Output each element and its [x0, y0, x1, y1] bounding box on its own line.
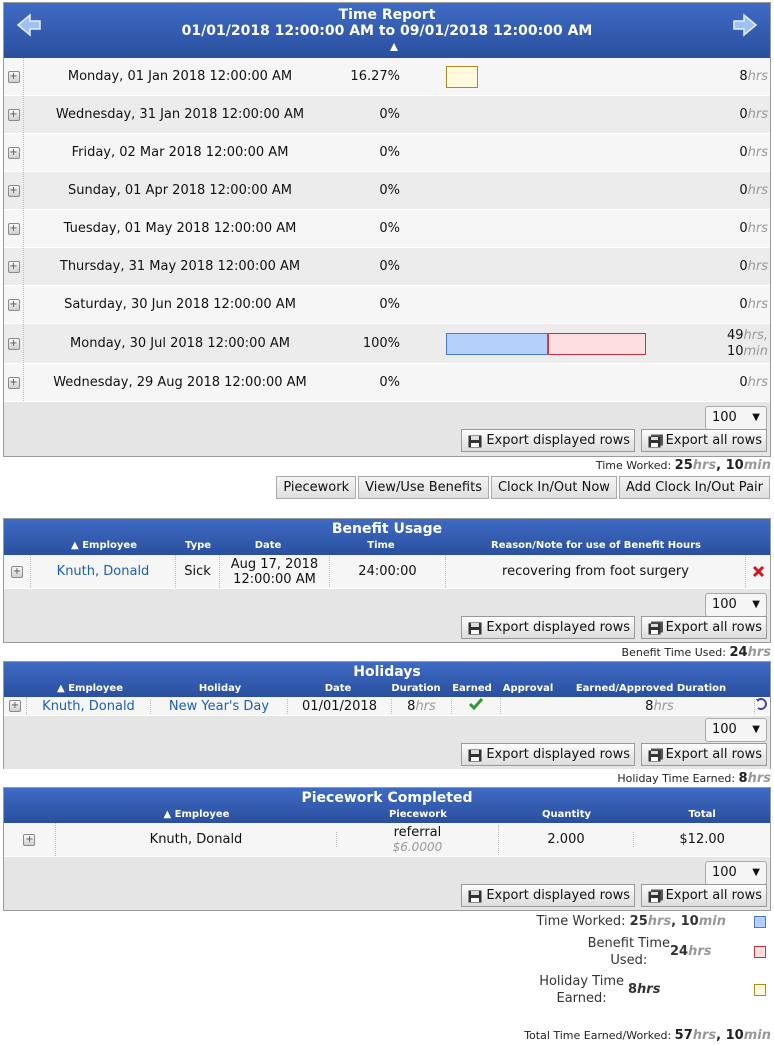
- piecework-footer: [4, 857, 770, 910]
- piecework-title: Piecework Completed: [301, 790, 473, 806]
- legend-time-worked: Time Worked: 25hrs, 10min: [536, 914, 726, 929]
- expand-row-icon[interactable]: +: [9, 184, 18, 196]
- dropdown-arrow-icon: ▼: [752, 412, 760, 423]
- period-hours: 0hrs: [739, 144, 768, 160]
- legend-benefit-value: 24hrs: [670, 944, 712, 959]
- export-all-rows-button[interactable]: Export all rows: [641, 429, 767, 452]
- time-report-title: Time Report: [338, 7, 436, 23]
- time-report-footer: [4, 402, 770, 455]
- expand-row-icon[interactable]: +: [9, 70, 18, 82]
- piecework-total: $12.00: [679, 832, 725, 847]
- expand-row-icon[interactable]: +: [9, 222, 18, 234]
- time-worked-summary: Time Worked: 25hrs, 10min: [595, 458, 771, 473]
- sort-ascending-icon: ▲: [57, 683, 69, 694]
- holidays-footer: [4, 716, 770, 769]
- time-report-header: [4, 3, 770, 58]
- period-date: Friday, 02 Mar 2018 12:00:00 AM: [71, 145, 289, 160]
- period-date: Saturday, 30 Jun 2018 12:00:00 AM: [64, 297, 296, 312]
- period-hours: 0hrs: [739, 374, 768, 390]
- table-row: [4, 248, 770, 286]
- period-hours: 8hrs: [739, 68, 768, 84]
- next-period-arrow-icon[interactable]: [732, 13, 758, 37]
- benefit-time-used-summary: Benefit Time Used: 24hrs: [621, 645, 771, 660]
- benefit-usage-column-headers: [4, 540, 770, 551]
- sort-ascending-icon[interactable]: [390, 43, 398, 51]
- save-multiple-icon: [648, 748, 662, 761]
- piecework-column-headers: [4, 809, 770, 820]
- period-bar-area: [400, 324, 660, 363]
- period-hours: 0hrs: [739, 182, 768, 198]
- column-employee[interactable]: ▲ Employee: [57, 683, 123, 694]
- benefit-time: 24:00:00: [330, 555, 446, 588]
- table-row: [4, 210, 770, 248]
- expand-row-icon[interactable]: +: [12, 565, 22, 577]
- table-row: [4, 58, 770, 96]
- approved-duration: 8hrs: [565, 699, 755, 714]
- column-reason[interactable]: Reason/Note for use of Benefit Hours: [491, 540, 701, 551]
- holiday-date: 01/01/2018: [288, 699, 392, 714]
- period-bar-area: [400, 172, 660, 209]
- holidays-title: Holidays: [353, 664, 421, 680]
- time-report-panel: [3, 2, 771, 457]
- tab-clock-in-out-now[interactable]: Clock In/Out Now: [491, 476, 617, 499]
- period-percent: 0%: [379, 183, 400, 198]
- table-row: [4, 697, 770, 716]
- page-size-select[interactable]: 100 ▼: [705, 593, 767, 617]
- employee-link[interactable]: Knuth, Donald: [27, 699, 151, 714]
- column-total[interactable]: Total: [688, 809, 716, 820]
- expand-row-icon[interactable]: +: [9, 260, 18, 272]
- column-duration[interactable]: Duration: [391, 683, 441, 694]
- export-displayed-rows-button[interactable]: Export displayed rows: [461, 884, 635, 907]
- period-percent: 16.27%: [350, 69, 400, 84]
- benefit-usage-title: Benefit Usage: [331, 521, 443, 537]
- period-bar-area: [400, 286, 660, 323]
- table-row: [4, 823, 770, 857]
- column-earned[interactable]: Earned: [452, 683, 492, 694]
- expand-row-icon[interactable]: +: [9, 108, 18, 120]
- benefit-usage-panel: [3, 518, 771, 643]
- column-employee[interactable]: ▲ Employee: [163, 809, 230, 820]
- benefit-date: Aug 17, 2018 12:00:00 AM: [220, 556, 330, 587]
- table-row: [4, 324, 770, 364]
- expand-row-icon[interactable]: +: [9, 298, 18, 310]
- table-row: [4, 134, 770, 172]
- period-date: Monday, 01 Jan 2018 12:00:00 AM: [67, 69, 293, 84]
- holiday-duration: 8hrs: [392, 699, 452, 714]
- page-size-select[interactable]: 100 ▼: [705, 406, 767, 430]
- benefit-usage-header: [4, 519, 770, 555]
- piecework-header: [4, 788, 770, 823]
- page-size-select[interactable]: 100 ▼: [705, 861, 767, 885]
- undo-icon[interactable]: [755, 698, 769, 714]
- export-displayed-rows-button[interactable]: Export displayed rows: [461, 743, 635, 766]
- save-multiple-icon: [648, 434, 662, 447]
- piecework-quantity: 2.000: [499, 832, 635, 847]
- column-holiday[interactable]: Holiday: [198, 683, 242, 694]
- time-report-rows: [4, 58, 770, 402]
- period-bar-area: [400, 134, 660, 171]
- table-row: [4, 172, 770, 210]
- sort-ascending-icon: ▲: [71, 540, 83, 551]
- benefit-type: Sick: [176, 555, 220, 588]
- period-percent: 0%: [379, 259, 400, 274]
- worked-time-bar: [446, 333, 548, 355]
- benefit-reason: recovering from foot surgery: [446, 555, 746, 588]
- expand-row-icon[interactable]: +: [25, 833, 34, 845]
- dropdown-arrow-icon: ▼: [752, 599, 760, 610]
- dropdown-arrow-icon: ▼: [752, 867, 760, 878]
- time-report-range: 01/01/2018 12:00:00 AM to 09/01/2018 12:00:00 AM: [181, 23, 593, 39]
- period-percent: 100%: [362, 336, 400, 351]
- table-row: [4, 555, 770, 589]
- employee-name: Knuth, Donald: [56, 832, 337, 847]
- period-date: Sunday, 01 Apr 2018 12:00:00 AM: [67, 183, 293, 198]
- column-quantity[interactable]: Quantity: [542, 809, 592, 820]
- save-multiple-icon: [648, 889, 662, 902]
- legend-holiday-value: 8hrs: [628, 982, 661, 997]
- total-time-summary: Total Time Earned/Worked: 57hrs, 10min: [524, 1028, 771, 1043]
- column-approval[interactable]: Approval: [502, 683, 554, 694]
- period-bar-area: [400, 248, 660, 285]
- period-bar-area: [400, 96, 660, 133]
- period-percent: 0%: [379, 221, 400, 236]
- period-percent: 0%: [379, 145, 400, 160]
- tab-piecework[interactable]: Piecework: [276, 476, 356, 499]
- dropdown-arrow-icon: ▼: [752, 724, 760, 735]
- export-all-rows-button[interactable]: Export all rows: [641, 884, 767, 907]
- column-time[interactable]: Time: [367, 540, 395, 551]
- period-percent: 0%: [379, 375, 400, 390]
- holiday-time-bar: [446, 66, 478, 88]
- period-date: Tuesday, 01 May 2018 12:00:00 AM: [63, 221, 297, 236]
- column-type[interactable]: Type: [184, 540, 212, 551]
- period-hours: 0hrs: [739, 220, 768, 236]
- table-row: [4, 286, 770, 324]
- column-employee[interactable]: ▲ Employee: [71, 540, 137, 551]
- save-multiple-icon: [648, 621, 662, 634]
- period-bar-area: [400, 58, 660, 95]
- period-hours: 0hrs: [739, 296, 768, 312]
- period-bar-area: [400, 210, 660, 247]
- period-date: Wednesday, 31 Jan 2018 12:00:00 AM: [55, 107, 305, 122]
- table-row: [4, 364, 770, 402]
- period-hours: 0hrs: [739, 258, 768, 274]
- period-percent: 0%: [379, 297, 400, 312]
- save-disk-icon: [468, 889, 482, 902]
- prev-period-arrow-icon[interactable]: [16, 13, 42, 37]
- legend-worked-swatch: [754, 916, 766, 928]
- save-disk-icon: [468, 434, 482, 447]
- piecework-panel: [3, 787, 771, 911]
- table-row: [4, 96, 770, 134]
- holidays-column-headers: [4, 683, 770, 694]
- expand-row-icon[interactable]: +: [9, 337, 18, 349]
- holiday-time-earned-summary: Holiday Time Earned: 8hrs: [617, 771, 771, 786]
- action-tabs: [274, 476, 770, 499]
- column-earned-approved-duration[interactable]: Earned/Approved Duration: [575, 683, 727, 694]
- period-date: Thursday, 31 May 2018 12:00:00 AM: [59, 259, 301, 274]
- period-date: Wednesday, 29 Aug 2018 12:00:00 AM: [53, 375, 307, 390]
- export-displayed-rows-button[interactable]: Export displayed rows: [461, 429, 635, 452]
- period-percent: 0%: [379, 107, 400, 122]
- save-disk-icon: [468, 748, 482, 761]
- expand-row-icon[interactable]: +: [10, 700, 20, 711]
- holidays-header: [4, 662, 770, 697]
- employee-link[interactable]: Knuth, Donald: [31, 555, 176, 588]
- period-hours: 0hrs: [739, 106, 768, 122]
- benefit-usage-footer: [4, 589, 770, 642]
- export-all-rows-button[interactable]: Export all rows: [641, 743, 767, 766]
- earned-checkmark-icon: [452, 698, 501, 714]
- export-displayed-rows-button[interactable]: Export displayed rows: [461, 616, 635, 639]
- column-date[interactable]: Date: [254, 540, 282, 551]
- period-hours: 49hrs, 10min: [726, 327, 768, 359]
- legend-benefit-swatch: [754, 946, 766, 958]
- legend-holiday-swatch: [754, 984, 766, 996]
- period-date: Monday, 30 Jul 2018 12:00:00 AM: [70, 336, 290, 351]
- piecework-item: referral $6.0000: [337, 825, 499, 855]
- tab-add-clock-in-out-pair[interactable]: Add Clock In/Out Pair: [619, 476, 770, 499]
- legend-benefit-time: Benefit Time Used:: [587, 936, 670, 968]
- sort-ascending-icon: ▲: [163, 809, 175, 820]
- tab-view-use-benefits[interactable]: View/Use Benefits: [358, 476, 489, 499]
- legend-holiday-time: Holiday Time Earned:: [539, 974, 624, 1006]
- expand-row-icon[interactable]: +: [9, 376, 18, 388]
- holiday-link[interactable]: New Year's Day: [151, 699, 288, 714]
- column-date[interactable]: Date: [324, 683, 352, 694]
- benefit-time-bar: [548, 333, 646, 355]
- column-piecework[interactable]: Piecework: [388, 809, 447, 820]
- period-bar-area: [400, 364, 660, 401]
- holidays-panel: [3, 661, 771, 769]
- export-all-rows-button[interactable]: Export all rows: [641, 616, 767, 639]
- expand-row-icon[interactable]: +: [9, 146, 18, 158]
- delete-icon[interactable]: [746, 565, 770, 578]
- save-disk-icon: [468, 621, 482, 634]
- page-size-select[interactable]: 100 ▼: [705, 718, 767, 742]
